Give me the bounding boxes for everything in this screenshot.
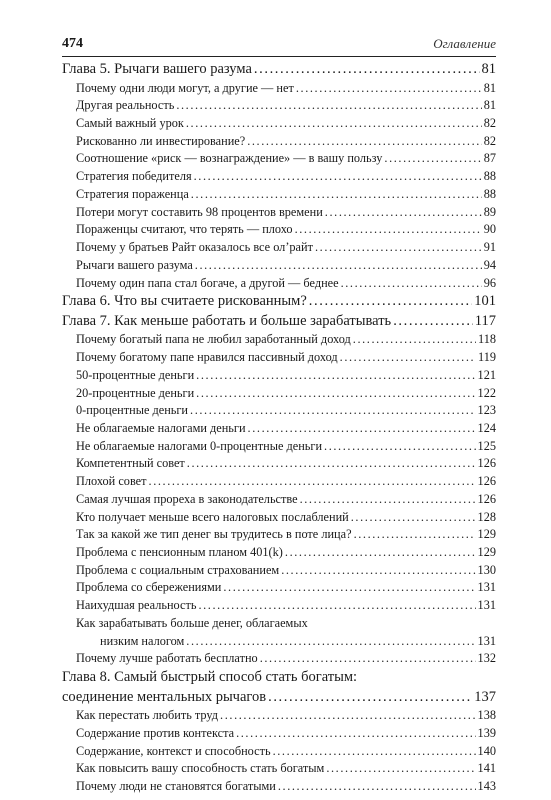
toc-entry-title: Кто получает меньше всего налоговых послаблений bbox=[76, 509, 349, 524]
toc-section-entry bbox=[62, 97, 496, 115]
toc-entry-line bbox=[76, 275, 496, 293]
toc-entry-line bbox=[76, 778, 496, 796]
toc-page-number: 126 bbox=[477, 474, 496, 489]
toc-page-number: 87 bbox=[483, 151, 496, 166]
toc-page-number: 119 bbox=[478, 350, 496, 365]
toc-entry-title: Почему люди не становятся богатыми bbox=[76, 779, 276, 794]
toc-entry-title: 20-процентные деньги bbox=[76, 385, 195, 400]
toc-page-number: 126 bbox=[477, 456, 496, 471]
toc-section-entry bbox=[62, 186, 496, 204]
toc-entry-title: Почему у братьев Райт оказалось все ол’райт bbox=[76, 240, 313, 255]
toc-page-number: 91 bbox=[483, 240, 496, 255]
page-header bbox=[62, 36, 496, 57]
toc-section-entry bbox=[62, 562, 496, 580]
toc-entry-line bbox=[76, 257, 496, 275]
dot-leader bbox=[191, 186, 482, 204]
dot-leader bbox=[260, 650, 476, 668]
dot-leader bbox=[281, 562, 475, 580]
toc-page-number: 141 bbox=[477, 761, 496, 776]
toc-entry-line bbox=[76, 115, 496, 133]
toc-entry-line bbox=[76, 526, 496, 544]
dot-leader bbox=[351, 509, 476, 527]
toc-page-number: 139 bbox=[477, 725, 496, 740]
toc-entry-title: Почему одни люди могут, а другие — нет bbox=[76, 80, 294, 95]
toc-entry-line bbox=[76, 760, 496, 778]
dot-leader bbox=[326, 760, 475, 778]
dot-leader bbox=[247, 133, 482, 151]
table-of-contents bbox=[62, 60, 496, 796]
toc-entry-line bbox=[76, 455, 496, 473]
dot-leader bbox=[384, 150, 481, 168]
toc-chapter-entry bbox=[62, 60, 496, 80]
dot-leader bbox=[254, 60, 480, 80]
toc-page-number: 82 bbox=[483, 116, 496, 131]
toc-entry-title: Плохой совет bbox=[76, 474, 147, 489]
toc-section-entry bbox=[62, 385, 496, 403]
toc-entry-line bbox=[62, 688, 496, 708]
dot-leader bbox=[273, 743, 476, 761]
toc-section-entry bbox=[62, 579, 496, 597]
toc-entry-title-continuation: низким налогом bbox=[100, 633, 185, 648]
toc-page-number: 121 bbox=[477, 367, 496, 382]
toc-page-number: 88 bbox=[483, 169, 496, 184]
dot-leader bbox=[309, 292, 472, 312]
toc-section-entry bbox=[62, 133, 496, 151]
toc-entry-line bbox=[76, 97, 496, 115]
toc-entry-line bbox=[76, 491, 496, 509]
toc-entry-line bbox=[76, 402, 496, 420]
toc-section-entry bbox=[62, 491, 496, 509]
toc-section-entry bbox=[62, 402, 496, 420]
page-number: 474 bbox=[62, 36, 83, 51]
toc-page-number: 128 bbox=[477, 509, 496, 524]
toc-entry-title: Глава 6. Что вы считаете рискованным? bbox=[62, 293, 307, 310]
toc-entry-title: Почему богатый папа не любил заработанный доход bbox=[76, 332, 351, 347]
dot-leader bbox=[195, 257, 482, 275]
dot-leader bbox=[324, 438, 476, 456]
toc-entry-line bbox=[76, 650, 496, 668]
toc-entry-title: Рискованно ли инвестирование? bbox=[76, 133, 246, 148]
dot-leader bbox=[248, 420, 476, 438]
toc-entry-line bbox=[76, 562, 496, 580]
toc-page-number: 118 bbox=[478, 332, 496, 347]
toc-section-entry bbox=[62, 509, 496, 527]
toc-entry-title: Как зарабатывать больше денег, облагаемых bbox=[76, 615, 308, 630]
toc-entry-title: Соотношение «риск — вознаграждение» — в вашу пользу bbox=[76, 151, 383, 166]
toc-entry-title: Не облагаемые налогами деньги bbox=[76, 421, 246, 435]
toc-entry-title: Содержание, контекст и способность bbox=[76, 743, 271, 758]
toc-entry-title: Почему лучше работать бесплатно bbox=[76, 651, 258, 666]
toc-entry-line bbox=[76, 331, 496, 349]
toc-entry-title: Стратегия победителя bbox=[76, 169, 192, 184]
dot-leader bbox=[176, 97, 481, 115]
toc-page-number: 131 bbox=[477, 633, 496, 648]
toc-page-number: 81 bbox=[481, 61, 496, 77]
toc-entry-line bbox=[76, 509, 496, 527]
dot-leader bbox=[278, 778, 476, 796]
toc-page-number: 81 bbox=[483, 80, 496, 95]
running-title: Оглавление bbox=[433, 36, 496, 51]
toc-entry-title: Глава 5. Рычаги вашего разума bbox=[62, 61, 252, 77]
toc-section-entry bbox=[62, 438, 496, 456]
toc-entry-title: Самая лучшая прореха в законодательстве bbox=[76, 491, 298, 506]
toc-page-number: 131 bbox=[477, 580, 496, 595]
toc-page-number: 143 bbox=[477, 779, 496, 794]
toc-entry-line bbox=[76, 349, 496, 367]
toc-section-entry bbox=[62, 615, 496, 650]
toc-entry-line bbox=[76, 633, 496, 651]
dot-leader bbox=[268, 688, 472, 708]
toc-entry-title: Стратегия пораженца bbox=[76, 186, 189, 201]
dot-leader bbox=[187, 455, 476, 473]
toc-entry-line bbox=[76, 597, 496, 615]
toc-section-entry bbox=[62, 778, 496, 796]
toc-entry-line bbox=[62, 292, 496, 312]
toc-section-entry bbox=[62, 473, 496, 491]
toc-entry-title: Содержание против контекста bbox=[76, 725, 235, 740]
toc-page-number: 82 bbox=[483, 133, 496, 148]
dot-leader bbox=[353, 331, 476, 349]
toc-entry-line bbox=[76, 725, 496, 743]
toc-page-number: 131 bbox=[477, 598, 496, 613]
toc-section-entry bbox=[62, 707, 496, 725]
toc-page-number: 129 bbox=[477, 545, 496, 560]
toc-page-number: 137 bbox=[474, 688, 496, 705]
toc-section-entry bbox=[62, 650, 496, 668]
dot-leader bbox=[186, 115, 482, 133]
toc-page-number: 88 bbox=[483, 186, 496, 201]
toc-entry-title: Так за какой же тип денег вы трудитесь в поте лица? bbox=[76, 527, 352, 542]
dot-leader bbox=[300, 491, 476, 509]
toc-entry-title: Пораженцы считают, что терять — плохо bbox=[76, 222, 293, 237]
toc-section-entry bbox=[62, 239, 496, 257]
toc-chapter-entry bbox=[62, 668, 496, 707]
toc-entry-line bbox=[76, 367, 496, 385]
toc-page-number: 94 bbox=[483, 257, 496, 272]
toc-entry-title: Не облагаемые налогами 0-процентные деньги bbox=[76, 438, 323, 453]
toc-chapter-entry bbox=[62, 312, 496, 332]
toc-page-number: 96 bbox=[483, 275, 496, 290]
toc-entry-line bbox=[76, 385, 496, 403]
dot-leader bbox=[354, 526, 476, 544]
toc-page-number: 129 bbox=[477, 527, 496, 542]
toc-entry-title: Глава 8. Самый быстрый способ стать богатым: bbox=[62, 669, 358, 686]
dot-leader bbox=[186, 633, 475, 651]
dot-leader bbox=[341, 275, 482, 293]
dot-leader bbox=[340, 349, 476, 367]
toc-section-entry bbox=[62, 760, 496, 778]
toc-section-entry bbox=[62, 275, 496, 293]
toc-entry-title: Рычаги вашего разума bbox=[76, 257, 193, 272]
toc-section-entry bbox=[62, 420, 496, 438]
dot-leader bbox=[236, 725, 475, 743]
toc-page-number: 130 bbox=[477, 562, 496, 577]
dot-leader bbox=[295, 221, 482, 239]
toc-entry-line bbox=[76, 579, 496, 597]
toc-entry-line bbox=[76, 168, 496, 186]
toc-section-entry bbox=[62, 455, 496, 473]
toc-section-entry bbox=[62, 349, 496, 367]
dot-leader bbox=[223, 579, 475, 597]
dot-leader bbox=[194, 168, 482, 186]
toc-entry-line bbox=[76, 239, 496, 257]
toc-page-number: 89 bbox=[483, 204, 496, 219]
toc-entry-title: 50-процентные деньги bbox=[76, 367, 195, 382]
dot-leader bbox=[196, 367, 475, 385]
toc-entry-title: Компетентный совет bbox=[76, 456, 185, 471]
toc-section-entry bbox=[62, 150, 496, 168]
toc-section-entry bbox=[62, 544, 496, 562]
toc-entry-line bbox=[62, 60, 496, 80]
toc-page-number: 124 bbox=[477, 421, 496, 435]
toc-page-number: 132 bbox=[477, 651, 496, 666]
toc-entry-line bbox=[76, 204, 496, 222]
toc-entry-line bbox=[76, 438, 496, 456]
toc-entry-title-continuation: соединение ментальных рычагов bbox=[62, 688, 267, 705]
toc-section-entry bbox=[62, 331, 496, 349]
toc-section-entry bbox=[62, 204, 496, 222]
toc-section-entry bbox=[62, 367, 496, 385]
toc-entry-line bbox=[76, 473, 496, 491]
toc-entry-line bbox=[76, 186, 496, 204]
toc-entry-title: Другая реальность bbox=[76, 98, 175, 113]
toc-section-entry bbox=[62, 168, 496, 186]
toc-entry-line bbox=[76, 707, 496, 725]
toc-page-number: 90 bbox=[483, 222, 496, 237]
toc-entry-line bbox=[76, 150, 496, 168]
toc-section-entry bbox=[62, 526, 496, 544]
toc-entry-title: Наихудшая реальность bbox=[76, 598, 197, 613]
dot-leader bbox=[149, 473, 476, 491]
toc-entry-title: Почему богатому папе нравился пассивный доход bbox=[76, 350, 338, 365]
dot-leader bbox=[220, 707, 476, 725]
toc-section-entry bbox=[62, 743, 496, 761]
toc-entry-line bbox=[62, 312, 496, 332]
dot-leader bbox=[393, 312, 473, 332]
dot-leader bbox=[315, 239, 482, 257]
toc-entry-title: 0-процентные деньги bbox=[76, 403, 189, 418]
toc-entry-line bbox=[76, 420, 496, 438]
toc-page-number: 126 bbox=[477, 491, 496, 506]
toc-entry-title: Глава 7. Как меньше работать и больше зарабатывать bbox=[62, 312, 392, 329]
toc-entry-line bbox=[76, 221, 496, 239]
toc-entry-line bbox=[76, 80, 496, 98]
toc-page-number: 101 bbox=[474, 293, 496, 310]
toc-entry-line bbox=[76, 743, 496, 761]
dot-leader bbox=[190, 402, 476, 420]
dot-leader bbox=[196, 385, 475, 403]
toc-section-entry bbox=[62, 257, 496, 275]
toc-section-entry bbox=[62, 725, 496, 743]
toc-page-number: 123 bbox=[477, 403, 496, 418]
toc-entry-title: Самый важный урок bbox=[76, 116, 184, 131]
toc-entry-line bbox=[76, 133, 496, 151]
toc-entry-line bbox=[76, 544, 496, 562]
toc-entry-title: Как перестать любить труд bbox=[76, 708, 219, 723]
toc-page-number: 117 bbox=[474, 312, 496, 329]
dot-leader bbox=[296, 80, 482, 98]
toc-page-number: 140 bbox=[477, 743, 496, 758]
toc-entry-title: Проблема со сбережениями bbox=[76, 580, 222, 595]
toc-entry-title: Потери могут составить 98 процентов времени bbox=[76, 204, 323, 219]
toc-page-number: 125 bbox=[477, 438, 496, 453]
toc-chapter-entry bbox=[62, 292, 496, 312]
toc-section-entry bbox=[62, 115, 496, 133]
toc-entry-title: Почему один папа стал богаче, а другой — беднее bbox=[76, 275, 339, 290]
toc-page-number: 138 bbox=[477, 708, 496, 723]
dot-leader bbox=[198, 597, 475, 615]
toc-entry-title: Как повысить вашу способность стать богатым bbox=[76, 761, 325, 776]
toc-page-number: 122 bbox=[477, 385, 496, 400]
toc-section-entry bbox=[62, 221, 496, 239]
dot-leader bbox=[285, 544, 476, 562]
toc-section-entry bbox=[62, 597, 496, 615]
toc-entry-title: Проблема с социальным страхованием bbox=[76, 562, 280, 577]
toc-entry-title: Проблема с пенсионным планом 401(k) bbox=[76, 545, 283, 560]
dot-leader bbox=[325, 204, 482, 222]
toc-section-entry bbox=[62, 80, 496, 98]
toc-page-number: 81 bbox=[483, 98, 496, 113]
